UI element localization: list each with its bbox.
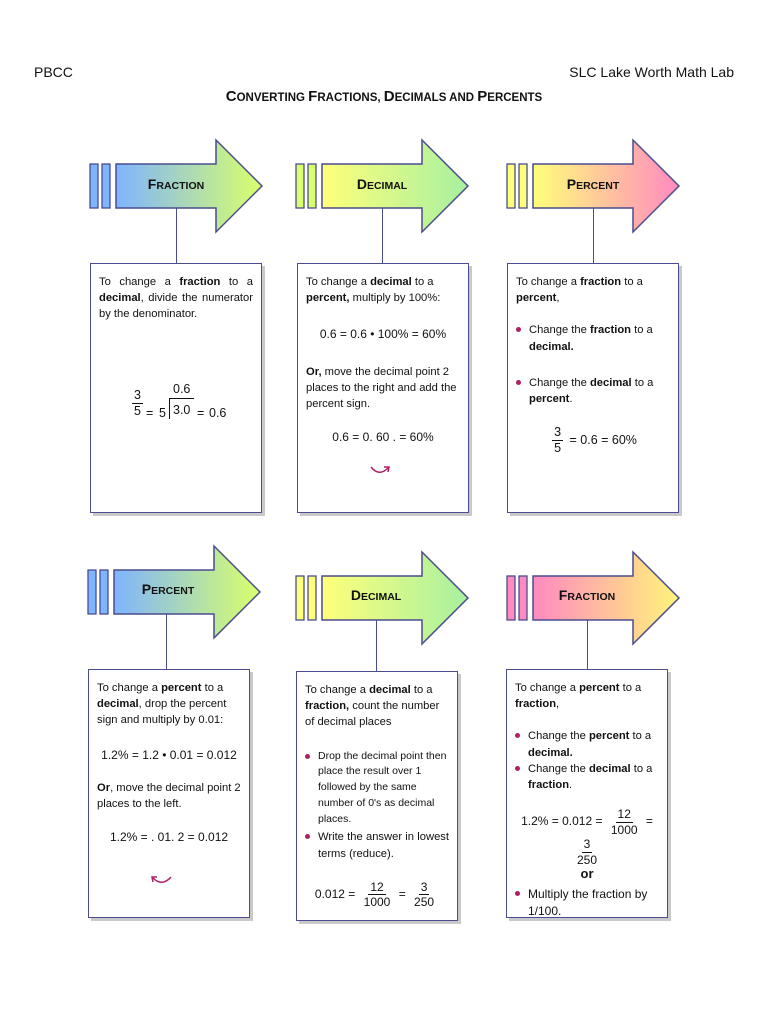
fraction: $\frac{3}{5}$ — [134, 388, 141, 418]
title-part: RACTIONS, — [317, 92, 384, 104]
header-right: SLC Lake Worth Math Lab — [569, 64, 734, 80]
connector-line — [587, 620, 588, 670]
instruction-text: To change a fraction to a decimal, divide the numerator by the denominator. — [99, 276, 253, 321]
alternative-text: Or, move the decimal point 2 places to the left. — [97, 782, 241, 811]
example-line: $\frac{3}{5}$ = 0.6 = 60% — [554, 425, 637, 456]
title-part: C — [225, 88, 237, 105]
arrow-percent-label: PERCENT — [566, 176, 620, 192]
connector-line — [382, 208, 383, 264]
example-line: 0.012 = $\frac{12}{1000}$ = $\frac{3}{250}$ — [314, 879, 435, 910]
list-item: Multiply the fraction by 1/100. — [515, 886, 659, 921]
title-part: F — [308, 88, 318, 105]
example-line: 0.6 = 0. 60 . = 60% — [332, 429, 434, 444]
instruction-text: To change a percent to a fraction, — [515, 682, 642, 711]
card-percent-to-fraction — [506, 669, 668, 918]
decimal-move-arrow — [368, 464, 394, 478]
bullet-icon — [516, 380, 521, 385]
instruction-text: To change a decimal to a fraction, count the number of decimal places — [305, 684, 440, 729]
example-line: 1.2% = 1.2 • 0.01 = 0.012 — [101, 747, 237, 762]
title-part: ONVERTING — [236, 92, 309, 104]
bullet-icon — [516, 327, 521, 332]
title-part: ECIMALS AND — [394, 92, 478, 104]
or-label: or — [580, 865, 594, 881]
instruction-text: To change a fraction to a percent, — [516, 276, 643, 305]
card-fraction-to-decimal: To change a fraction to a decimal, divide the numerator by the denominator. $\frac{3}{5}$ = 5 0.6 3.0 = 0.6 — [90, 263, 262, 513]
connector-line — [176, 208, 177, 264]
instruction-text: To change a decimal to a percent, multiply by 100%: — [306, 276, 441, 305]
example-line: 0.6 = 0.6 • 100% = 60% — [319, 327, 447, 342]
arrow-fraction-label: FRACTION — [147, 176, 205, 192]
example-line: 1.2% = . 01. 2 = 0.012 — [109, 829, 229, 844]
bullet-icon — [305, 834, 310, 839]
title-part: ERCENTS — [487, 92, 543, 104]
list-item: Change the decimal to a fraction. — [515, 761, 659, 793]
bullet-icon — [515, 766, 520, 771]
connector-line — [166, 614, 167, 670]
card-decimal-to-fraction — [296, 671, 458, 921]
bullet-icon — [515, 733, 520, 738]
list-item: Change the decimal to a percent. — [516, 375, 670, 407]
connector-line — [593, 208, 594, 264]
example-line: 1.2% = 0.012 = $\frac{12}{1000}$ = $\frac{3}{250}$ — [521, 807, 653, 867]
list-item: Write the answer in lowest terms (reduce). — [305, 829, 449, 861]
alternative-text: Or, move the decimal point 2 places to the right and add the percent sign. — [306, 365, 457, 411]
card-percent-to-decimal — [88, 669, 250, 918]
card-decimal-to-percent — [297, 263, 469, 513]
connector-line — [376, 620, 377, 672]
list-item: Drop the decimal point then place the result over 1 followed by the same number of 0's as decimal places. — [305, 749, 449, 828]
arrow-fraction-label: FRACTION — [558, 587, 616, 603]
decimal-move-arrow — [149, 874, 175, 888]
arrow-decimal-label: DECIMAL — [350, 587, 402, 603]
card-fraction-to-percent — [507, 263, 679, 513]
bullet-icon — [515, 891, 520, 896]
title-part: P — [477, 88, 488, 105]
title-part: D — [383, 88, 395, 105]
bullet-icon — [305, 754, 310, 759]
instruction-text: To change a percent to a decimal, drop the percent sign and multiply by 0.01: — [97, 682, 227, 727]
arrow-percent-label: PERCENT — [141, 581, 195, 597]
list-item: Change the fraction to a decimal. — [516, 322, 670, 354]
arrow-decimal-label: DECIMAL — [356, 176, 408, 192]
header-left: PBCC — [34, 64, 73, 80]
list-item: Change the percent to a decimal. — [515, 728, 659, 760]
page-title — [0, 88, 768, 105]
